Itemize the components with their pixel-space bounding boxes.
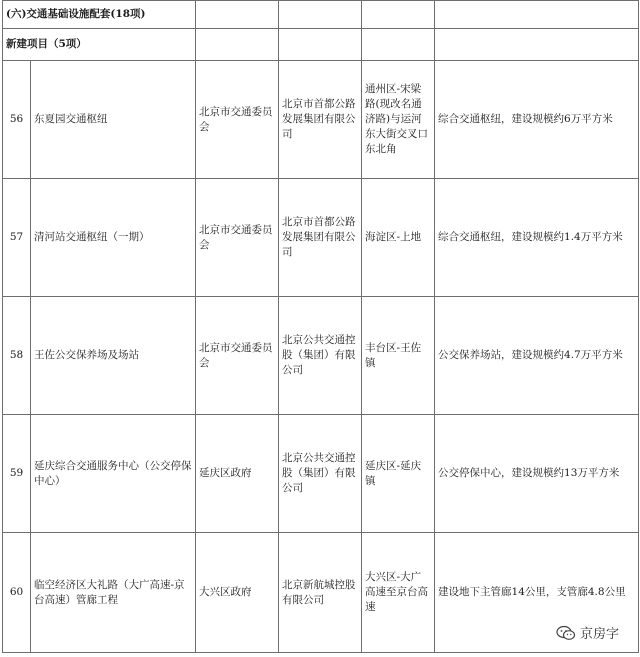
table-row [3, 533, 639, 653]
wechat-icon [556, 625, 576, 641]
project-location: 海淀区-上地 [362, 179, 435, 297]
project-name: 延庆综合交通服务中心（公交停保中心） [31, 415, 196, 533]
project-location: 丰台区-王佐镇 [362, 297, 435, 415]
construction-unit: 北京市首都公路发展集团有限公司 [279, 179, 362, 297]
section-header-row [3, 1, 639, 29]
project-number: 58 [3, 297, 31, 415]
table-row [3, 61, 639, 179]
watermark-text: 京房字 [579, 627, 619, 642]
project-scale: 综合交通枢纽，建设规模约6万平方米 [435, 61, 639, 179]
construction-unit: 北京市首都公路发展集团有限公司 [279, 61, 362, 179]
project-location: 延庆区-延庆镇 [362, 415, 435, 533]
project-number: 60 [3, 533, 31, 653]
project-number: 59 [3, 415, 31, 533]
construction-unit: 北京公共交通控股（集团）有限公司 [279, 297, 362, 415]
project-scale: 建设地下主管廊14公里，支管廊4.8公里 [435, 533, 639, 653]
construction-unit: 北京新航城控股有限公司 [279, 533, 362, 653]
responsible-unit: 大兴区政府 [196, 533, 279, 653]
project-name: 王佐公交保养场及场站 [31, 297, 196, 415]
table-row [3, 297, 639, 415]
project-scale: 公交保养场站，建设规模约4.7万平方米 [435, 297, 639, 415]
subsection-title: 新建项目（5项） [3, 29, 196, 61]
table-row [3, 415, 639, 533]
project-name: 临空经济区大礼路（大广高速-京台高速）管廊工程 [31, 533, 196, 653]
responsible-unit: 延庆区政府 [196, 415, 279, 533]
project-scale: 公交停保中心，建设规模约13万平方米 [435, 415, 639, 533]
project-name: 东夏园交通枢纽 [31, 61, 196, 179]
responsible-unit: 北京市交通委员会 [196, 297, 279, 415]
project-name: 清河站交通枢纽（一期） [31, 179, 196, 297]
section-title: (六)交通基础设施配套(18项) [3, 1, 196, 29]
responsible-unit: 北京市交通委员会 [196, 61, 279, 179]
subsection-header-row [3, 29, 639, 61]
construction-unit: 北京公共交通控股（集团）有限公司 [279, 415, 362, 533]
responsible-unit: 北京市交通委员会 [196, 179, 279, 297]
watermark [553, 622, 622, 643]
table-row [3, 179, 639, 297]
project-table [2, 0, 639, 653]
project-location: 大兴区-大广高速至京台高速 [362, 533, 435, 653]
project-number: 57 [3, 179, 31, 297]
project-scale: 综合交通枢纽，建设规模约1.4万平方米 [435, 179, 639, 297]
project-number: 56 [3, 61, 31, 179]
project-location: 通州区-宋梁路(现改名通济路)与运河东大街交叉口东北角 [362, 61, 435, 179]
